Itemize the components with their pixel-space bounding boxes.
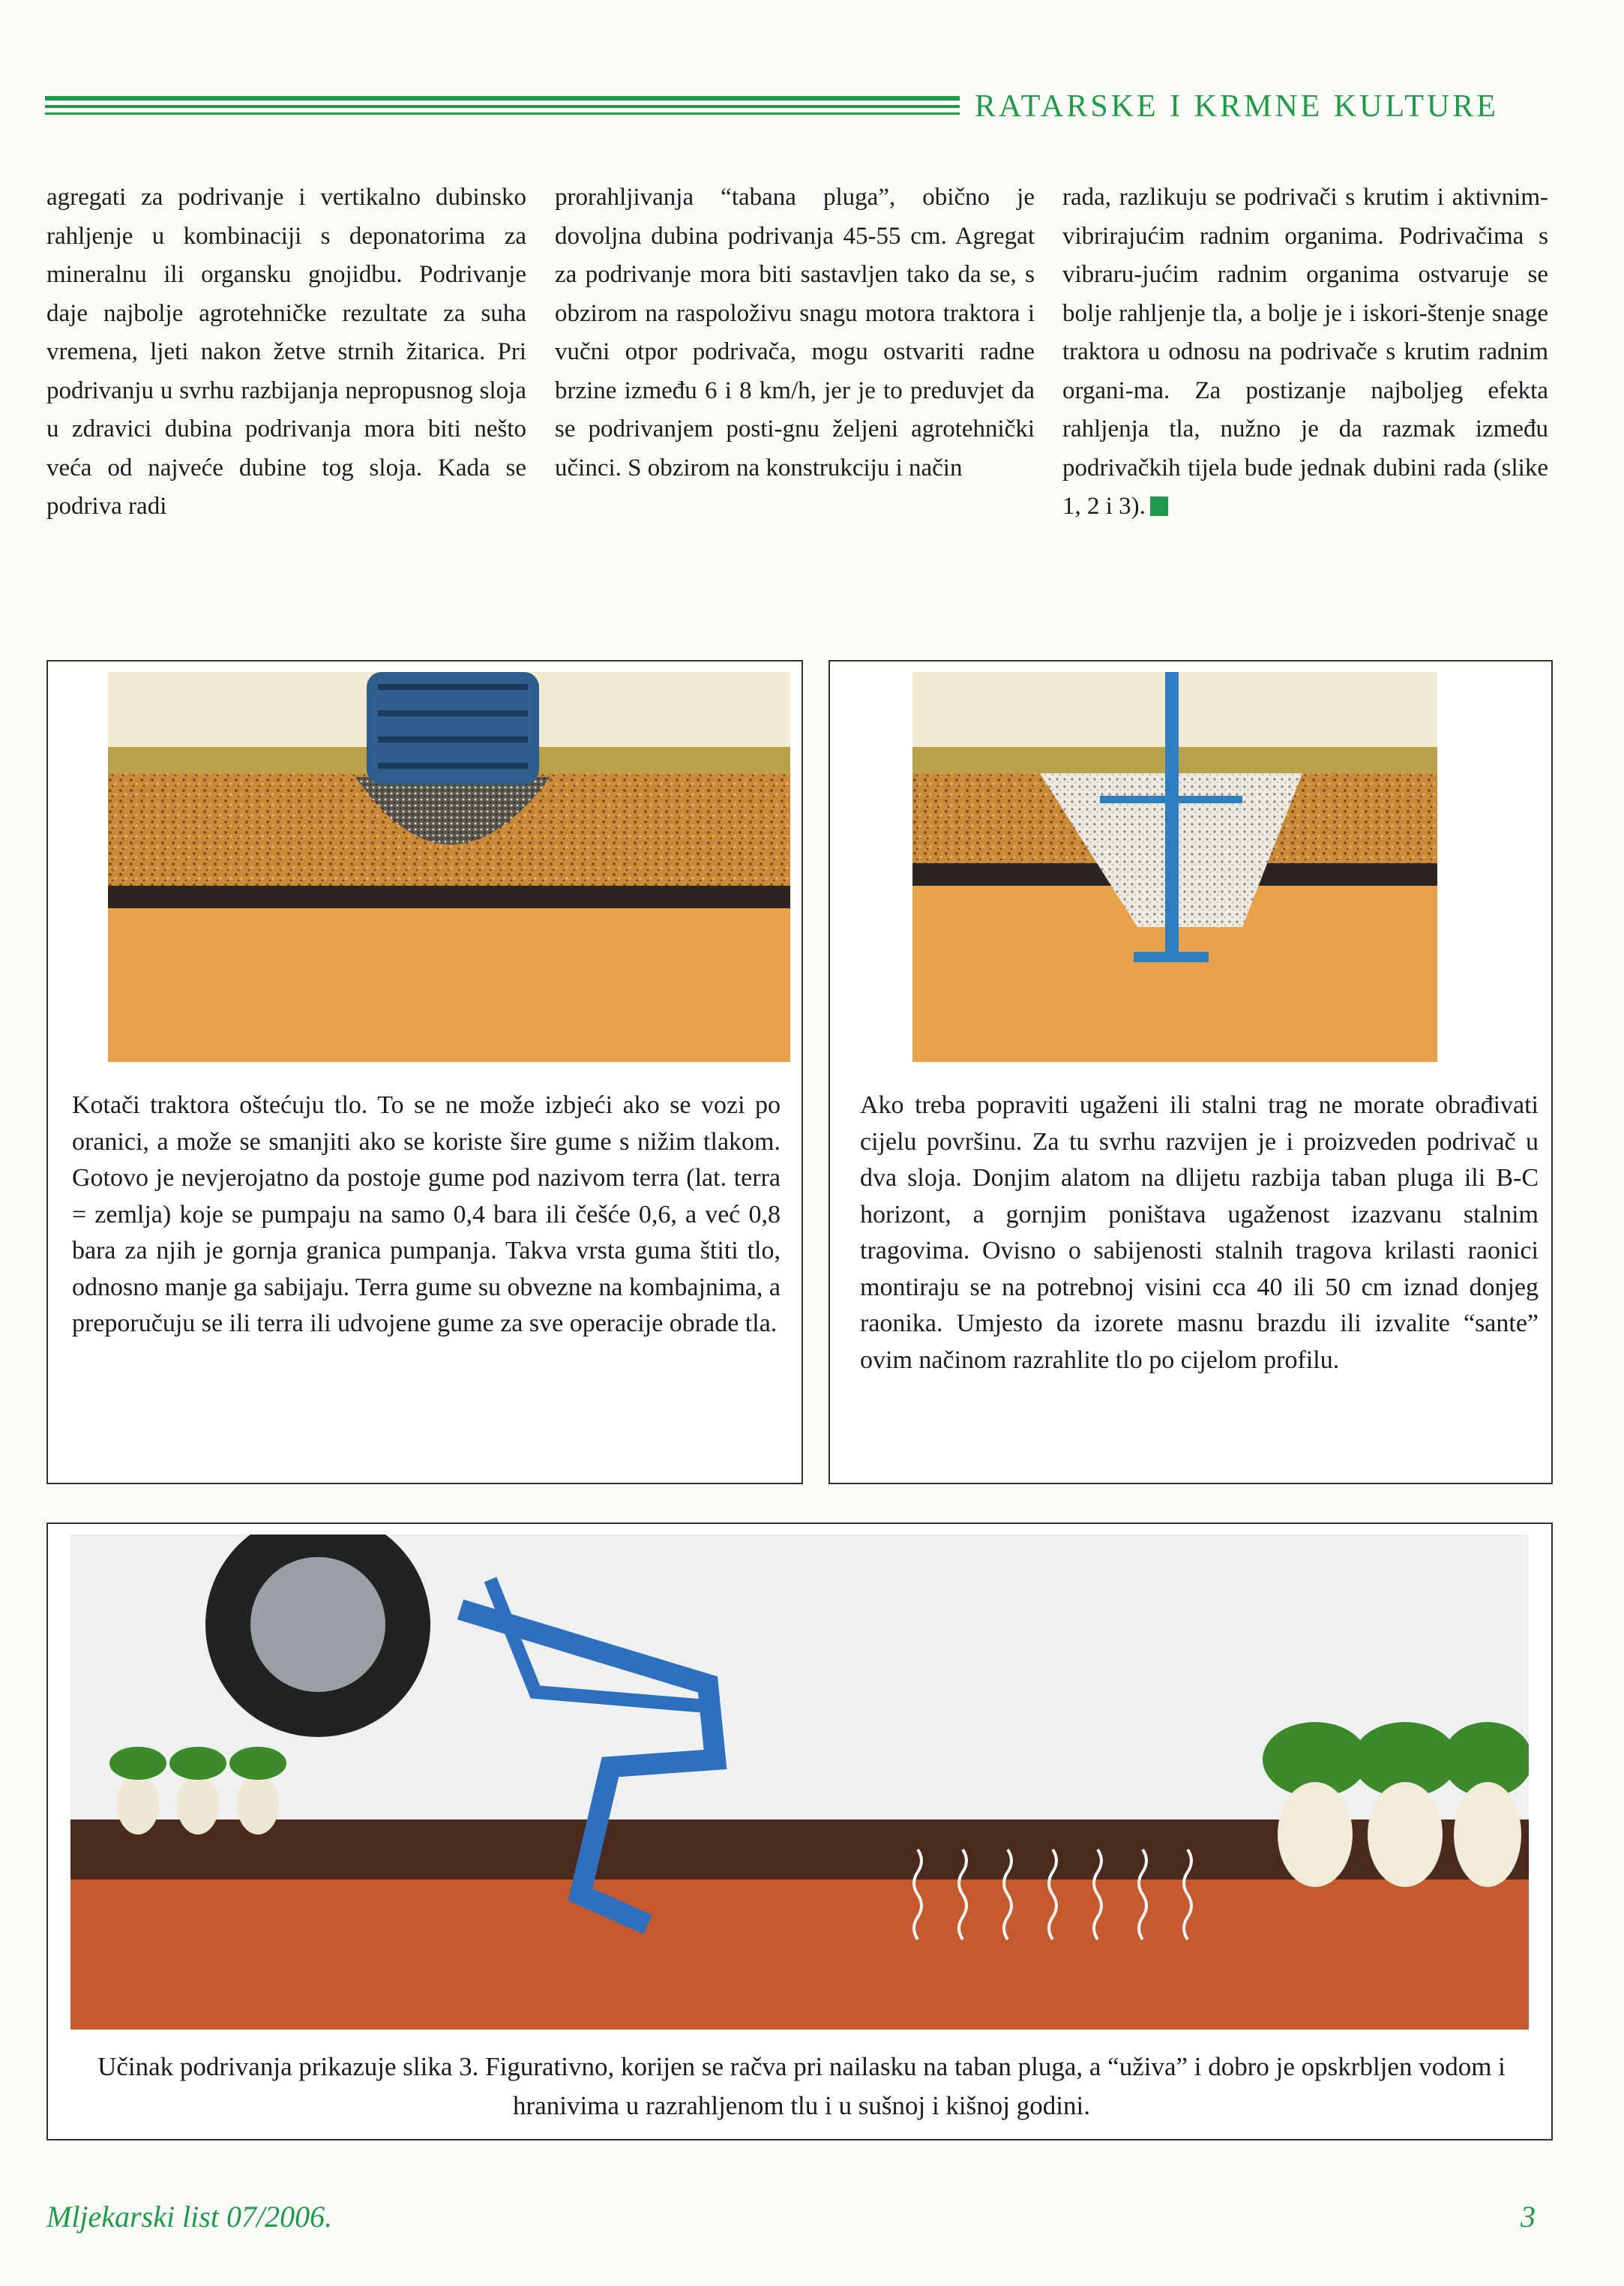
- footer-journal: Mljekarski list 07/2006.: [46, 2200, 333, 2234]
- text-column-3-body: rada, razlikuju se podrivači s krutim i aktivnim-vibrirajućim radnim organima. Podrivačima s vibraru-jućim radnim organima ostvaruje se bolje rahljenje tla, a bolje je i iskori-štenje snage traktora u odnosu na podrivače s krutim radnim organi-ma. Za postizanje najboljeg efekta rahljenja tla, nužno je da razmak između podrivačkih tijela bude jednak dubini rada (slike 1, 2 i 3).: [1062, 184, 1548, 520]
- end-of-article-mark: [1150, 496, 1168, 516]
- page-number: 3: [1521, 2200, 1536, 2234]
- text-column-1: agregati za podrivanje i vertikalno dubinsko rahljenje u kombinaciji s deponatorima za mineralnu ili organsku gnojidbu. Podrivanje daje najbolje agrotehničke rezultate za suha vremena, ljeti nakon žetve strnih žitarica. Pri podrivanju u svrhu razbijanja nepropusnog sloja u zdravici dubina podrivanja mora biti nešto veća od najveće dubine tog sloja. Kada se podriva radi: [46, 184, 526, 520]
- subsoiling-effect-illustration: [70, 1534, 1529, 2030]
- caption-tyre-compaction: Kotači traktora oštećuju tlo. To se ne može izbjeći ako se vozi po oranici, a može se smanjiti ako se koriste šire gume s nižim tlakom. Gotovo je nevjerojatno da postoje gume pod nazivom terra (lat. terra = zemlja) koje se pumpaju na samo 0,4 bara ili češće 0,6, a već 0,8 bara za njih je gornja granica pumpanja. Takva vrsta guma štiti tlo, odnosno manje ga sabijaju. Terra gume su obvezne na kombajnima, a preporučuju se ili terra ili udvojene gume za sve operacije obrade tla.: [72, 1091, 781, 1337]
- figure-panel-two-layer-subsoiler: [828, 660, 1553, 1484]
- tyre-compaction-illustration: [108, 672, 790, 1062]
- figure-panel-tyre-compaction: [46, 660, 803, 1484]
- header-rule: [45, 96, 960, 126]
- two-layer-subsoiler-illustration: [912, 672, 1437, 1062]
- figure-panel-subsoiling-effect: [46, 1522, 1553, 2140]
- section-title: RATARSKE I KRMNE KULTURE: [975, 89, 1499, 124]
- text-column-2: prorahljivanja “tabana pluga”, obično je dovoljna dubina podrivanja 45-55 cm. Agregat za podrivanje mora biti sastavljen tako da se, s obzirom na raspoloživu snagu motora traktora i vučni otpor podrivača, mogu ostvariti radne brzine između 6 i 8 km/h, jer je to preduvjet da se podrivanjem posti-gnu željeni agrotehnički učinci. S obzirom na konstrukciju i način: [555, 184, 1035, 482]
- caption-subsoiling-effect: Učinak podrivanja prikazuje slika 3. Figurativno, korijen se račva pri nailasku na taban pluga, a “uživa” i dobro je opskrbljen vodom i hranivima u razrahljenom tlu i u sušnoj i kišnoj godini.: [97, 2052, 1506, 2120]
- caption-two-layer-subsoiler: Ako treba popraviti ugaženi ili stalni trag ne morate obrađivati cijelu površinu. Za tu svrhu razvijen je i proizveden podrivač u dva sloja. Donjim alatom na dlijetu razbija taban pluga ili B-C horizont, a gornjim poništava ugaženost izazvanu stalnim tragovima. Ovisno o sabijenosti stalnih tragova krilasti raonici montiraju se na potrebnoj visini cca 40 ili 50 cm iznad donjeg raonika. Umjesto da izorete masnu brazdu ili izvalite “sante” ovim načinom razrahlite tlo po cijelom profilu.: [860, 1091, 1539, 1374]
- text-column-3: [1062, 178, 1548, 526]
